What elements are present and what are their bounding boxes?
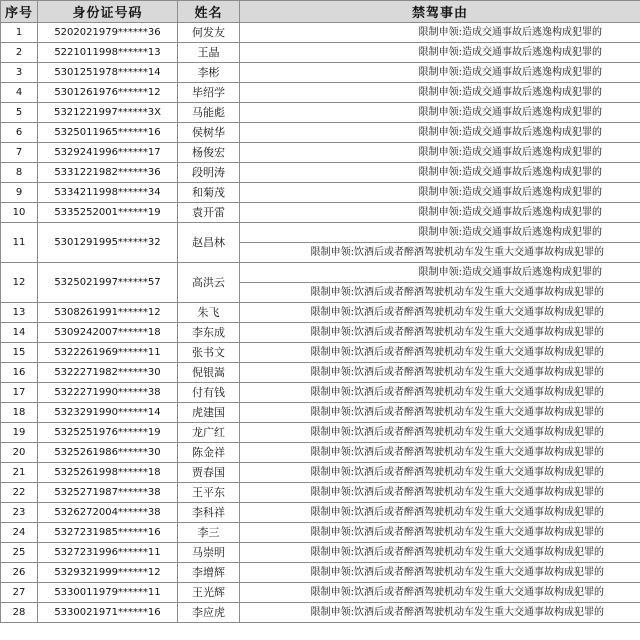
reason-text: 限制申领:造成交通事故后逃逸构成犯罪的	[418, 147, 602, 158]
cell-index: 2	[1, 43, 38, 63]
table-row	[1, 103, 640, 123]
cell-index: 9	[1, 183, 38, 203]
table-row	[1, 463, 640, 483]
cell-name: 王晶	[178, 43, 240, 63]
cell-id-number: 5327231985******16	[38, 523, 178, 543]
cell-reason	[240, 423, 640, 443]
header-reason: 禁驾事由	[240, 1, 640, 23]
cell-id-number: 5323291990******14	[38, 403, 178, 423]
cell-reason	[240, 163, 640, 183]
cell-id-number: 5329241996******17	[38, 143, 178, 163]
reason-text: 限制申领:饮酒后或者醉酒驾驶机动车发生重大交通事故构成犯罪的	[310, 527, 604, 538]
header-row	[1, 1, 640, 23]
cell-id-number: 5309242007******18	[38, 323, 178, 343]
cell-id-number: 5330021971******16	[38, 603, 178, 623]
header-index: 序号	[1, 1, 38, 23]
reason-text: 限制申领:饮酒后或者醉酒驾驶机动车发生重大交通事故构成犯罪的	[310, 567, 604, 578]
cell-name: 和菊茂	[178, 183, 240, 203]
table-row	[1, 383, 640, 403]
table-header	[1, 1, 640, 23]
reason-text: 限制申领:造成交通事故后逃逸构成犯罪的	[418, 207, 602, 218]
cell-index: 10	[1, 203, 38, 223]
table-row	[1, 363, 640, 383]
reason-text: 限制申领:饮酒后或者醉酒驾驶机动车发生重大交通事故构成犯罪的	[310, 607, 604, 618]
cell-name: 李彬	[178, 63, 240, 83]
reason-text: 限制申领:饮酒后或者醉酒驾驶机动车发生重大交通事故构成犯罪的	[310, 367, 604, 378]
cell-index: 7	[1, 143, 38, 163]
cell-reason	[240, 123, 640, 143]
cell-id-number: 5202021979******36	[38, 23, 178, 43]
table-row	[1, 143, 640, 163]
cell-index: 17	[1, 383, 38, 403]
reason-text: 限制申领:造成交通事故后逃逸构成犯罪的	[418, 87, 602, 98]
cell-reason	[240, 483, 640, 503]
table-row	[1, 483, 640, 503]
cell-index: 25	[1, 543, 38, 563]
table-row	[1, 203, 640, 223]
cell-reason	[240, 263, 640, 283]
cell-index: 22	[1, 483, 38, 503]
reason-text: 限制申领:饮酒后或者醉酒驾驶机动车发生重大交通事故构成犯罪的	[310, 447, 604, 458]
table-row	[1, 503, 640, 523]
cell-index: 24	[1, 523, 38, 543]
cell-index: 26	[1, 563, 38, 583]
cell-id-number: 5322271990******38	[38, 383, 178, 403]
reason-text: 限制申领:饮酒后或者醉酒驾驶机动车发生重大交通事故构成犯罪的	[310, 427, 604, 438]
table-row	[1, 583, 640, 603]
reason-text: 限制申领:饮酒后或者醉酒驾驶机动车发生重大交通事故构成犯罪的	[310, 507, 604, 518]
cell-reason	[240, 203, 640, 223]
table-row	[1, 183, 640, 203]
cell-index: 23	[1, 503, 38, 523]
table-row	[1, 83, 640, 103]
cell-id-number: 5308261991******12	[38, 303, 178, 323]
cell-index: 12	[1, 263, 38, 303]
reason-text: 限制申领:造成交通事故后逃逸构成犯罪的	[418, 187, 602, 198]
cell-reason	[240, 403, 640, 423]
cell-name: 毕绍学	[178, 83, 240, 103]
cell-name: 段明涛	[178, 163, 240, 183]
cell-reason	[240, 363, 640, 383]
reason-text: 限制申领:饮酒后或者醉酒驾驶机动车发生重大交通事故构成犯罪的	[310, 407, 604, 418]
reason-text: 限制申领:造成交通事故后逃逸构成犯罪的	[418, 227, 602, 238]
cell-index: 6	[1, 123, 38, 143]
reason-text: 限制申领:饮酒后或者醉酒驾驶机动车发生重大交通事故构成犯罪的	[310, 307, 604, 318]
cell-id-number: 5331221982******36	[38, 163, 178, 183]
table-row	[1, 123, 640, 143]
cell-index: 14	[1, 323, 38, 343]
table-row	[1, 563, 640, 583]
cell-id-number: 5301261976******12	[38, 83, 178, 103]
cell-name: 龙广红	[178, 423, 240, 443]
cell-id-number: 5327231996******11	[38, 543, 178, 563]
header-id-number: 身份证号码	[38, 1, 178, 23]
cell-id-number: 5334211998******34	[38, 183, 178, 203]
table-row	[1, 343, 640, 363]
reason-text: 限制申领:饮酒后或者醉酒驾驶机动车发生重大交通事故构成犯罪的	[310, 327, 604, 338]
table-row	[1, 23, 640, 43]
cell-index: 3	[1, 63, 38, 83]
cell-index: 16	[1, 363, 38, 383]
cell-name: 袁开雷	[178, 203, 240, 223]
cell-reason	[240, 503, 640, 523]
cell-name: 张书文	[178, 343, 240, 363]
table-body	[1, 23, 640, 623]
table-row	[1, 603, 640, 623]
cell-index: 11	[1, 223, 38, 263]
reason-text: 限制申领:饮酒后或者醉酒驾驶机动车发生重大交通事故构成犯罪的	[310, 467, 604, 478]
table-row	[1, 163, 640, 183]
cell-name: 贾春国	[178, 463, 240, 483]
cell-name: 赵昌林	[178, 223, 240, 263]
cell-reason	[240, 603, 640, 623]
cell-reason	[240, 23, 640, 43]
cell-id-number: 5301291995******32	[38, 223, 178, 263]
cell-index: 15	[1, 343, 38, 363]
cell-reason	[240, 103, 640, 123]
table-row	[1, 223, 640, 243]
cell-name: 李三	[178, 523, 240, 543]
cell-reason	[240, 383, 640, 403]
cell-index: 28	[1, 603, 38, 623]
cell-index: 4	[1, 83, 38, 103]
reason-text: 限制申领:造成交通事故后逃逸构成犯罪的	[418, 267, 602, 278]
cell-id-number: 5335252001******19	[38, 203, 178, 223]
reason-text: 限制申领:造成交通事故后逃逸构成犯罪的	[418, 67, 602, 78]
cell-name: 王光辉	[178, 583, 240, 603]
cell-id-number: 5326272004******38	[38, 503, 178, 523]
table-row	[1, 263, 640, 283]
cell-index: 20	[1, 443, 38, 463]
reason-text: 限制申领:造成交通事故后逃逸构成犯罪的	[418, 107, 602, 118]
cell-index: 1	[1, 23, 38, 43]
cell-name: 李应虎	[178, 603, 240, 623]
cell-id-number: 5325011965******16	[38, 123, 178, 143]
cell-index: 5	[1, 103, 38, 123]
cell-id-number: 5329321999******12	[38, 563, 178, 583]
reason-text: 限制申领:造成交通事故后逃逸构成犯罪的	[418, 127, 602, 138]
cell-reason	[240, 463, 640, 483]
cell-id-number: 5322271982******30	[38, 363, 178, 383]
cell-name: 虎建国	[178, 403, 240, 423]
cell-reason	[240, 343, 640, 363]
table-row	[1, 423, 640, 443]
table-row	[1, 403, 640, 423]
table-row	[1, 43, 640, 63]
cell-index: 27	[1, 583, 38, 603]
cell-reason	[240, 223, 640, 243]
cell-id-number: 5325271987******38	[38, 483, 178, 503]
cell-index: 18	[1, 403, 38, 423]
cell-reason	[240, 543, 640, 563]
cell-reason	[240, 43, 640, 63]
cell-reason	[240, 323, 640, 343]
cell-reason	[240, 583, 640, 603]
cell-reason	[240, 143, 640, 163]
cell-id-number: 5325021997******57	[38, 263, 178, 303]
cell-name: 朱飞	[178, 303, 240, 323]
cell-reason	[240, 303, 640, 323]
reason-text: 限制申领:造成交通事故后逃逸构成犯罪的	[418, 47, 602, 58]
cell-name: 李东成	[178, 323, 240, 343]
reason-text: 限制申领:饮酒后或者醉酒驾驶机动车发生重大交通事故构成犯罪的	[310, 487, 604, 498]
cell-name: 陈金祥	[178, 443, 240, 463]
cell-name: 马能彪	[178, 103, 240, 123]
cell-name: 杨俊宏	[178, 143, 240, 163]
cell-id-number: 5325261998******18	[38, 463, 178, 483]
table-row	[1, 543, 640, 563]
cell-id-number: 5321221997******3X	[38, 103, 178, 123]
table-row	[1, 303, 640, 323]
reason-text: 限制申领:饮酒后或者醉酒驾驶机动车发生重大交通事故构成犯罪的	[310, 587, 604, 598]
cell-name: 王平东	[178, 483, 240, 503]
cell-index: 13	[1, 303, 38, 323]
cell-id-number: 5330011979******11	[38, 583, 178, 603]
table-row	[1, 523, 640, 543]
cell-index: 21	[1, 463, 38, 483]
header-name: 姓名	[178, 1, 240, 23]
reason-text: 限制申领:饮酒后或者醉酒驾驶机动车发生重大交通事故构成犯罪的	[310, 387, 604, 398]
reason-text: 限制申领:造成交通事故后逃逸构成犯罪的	[418, 167, 602, 178]
cell-reason	[240, 183, 640, 203]
cell-name: 付有钱	[178, 383, 240, 403]
cell-name: 何发友	[178, 23, 240, 43]
cell-id-number: 5322261969******11	[38, 343, 178, 363]
cell-id-number: 5325261986******30	[38, 443, 178, 463]
cell-name: 侯树华	[178, 123, 240, 143]
table-row	[1, 323, 640, 343]
cell-name: 马崇明	[178, 543, 240, 563]
table-row	[1, 443, 640, 463]
cell-index: 19	[1, 423, 38, 443]
reason-text: 限制申领:造成交通事故后逃逸构成犯罪的	[418, 27, 602, 38]
cell-id-number: 5221011998******13	[38, 43, 178, 63]
reason-text: 限制申领:饮酒后或者醉酒驾驶机动车发生重大交通事故构成犯罪的	[310, 287, 604, 298]
cell-reason	[240, 523, 640, 543]
reason-text: 限制申领:饮酒后或者醉酒驾驶机动车发生重大交通事故构成犯罪的	[310, 347, 604, 358]
cell-reason	[240, 243, 640, 263]
cell-name: 高洪云	[178, 263, 240, 303]
reason-text: 限制申领:饮酒后或者醉酒驾驶机动车发生重大交通事故构成犯罪的	[310, 547, 604, 558]
cell-reason	[240, 83, 640, 103]
cell-name: 李科祥	[178, 503, 240, 523]
cell-id-number: 5325251976******19	[38, 423, 178, 443]
cell-reason	[240, 563, 640, 583]
cell-reason	[240, 283, 640, 303]
cell-name: 李增辉	[178, 563, 240, 583]
cell-index: 8	[1, 163, 38, 183]
cell-reason	[240, 443, 640, 463]
reason-text: 限制申领:饮酒后或者醉酒驾驶机动车发生重大交通事故构成犯罪的	[310, 247, 604, 258]
cell-name: 倪银嵩	[178, 363, 240, 383]
table-row	[1, 63, 640, 83]
cell-reason	[240, 63, 640, 83]
cell-id-number: 5301251978******14	[38, 63, 178, 83]
